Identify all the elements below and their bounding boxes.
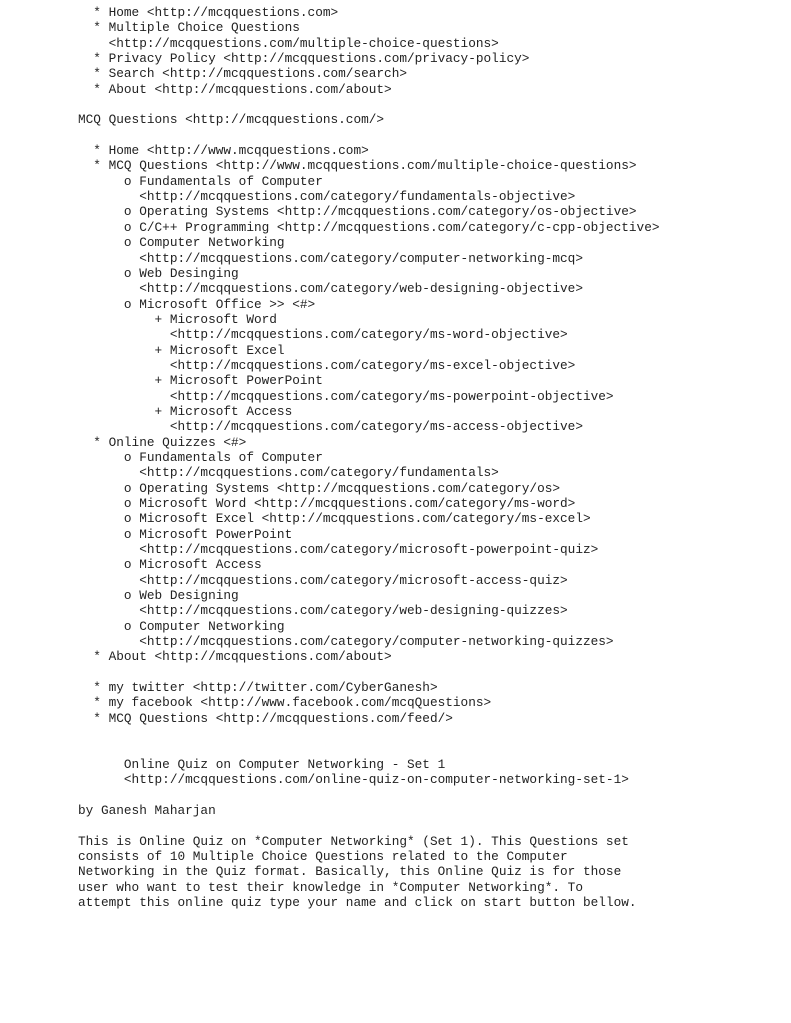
document-page	[0, 5, 791, 910]
spacer	[78, 128, 791, 143]
office-item-powerpoint-url[interactable]: <http://mcqquestions.com/category/ms-powerpoint-objective>	[78, 388, 614, 404]
quiz-item-ms-powerpoint[interactable]: o Microsoft PowerPoint	[78, 526, 293, 542]
quiz-item-fundamentals[interactable]: o Fundamentals of Computer	[78, 449, 323, 465]
submenu-item-web-desinging[interactable]: o Web Desinging	[78, 265, 239, 281]
submenu-item-microsoft-office[interactable]: o Microsoft Office >> <#>	[78, 296, 316, 312]
submenu-item-fundamentals-url[interactable]: <http://mcqquestions.com/category/fundamentals-objective>	[78, 189, 576, 205]
submenu-item-fundamentals[interactable]: o Fundamentals of Computer	[78, 173, 323, 189]
site-title-link[interactable]: MCQ Questions <http://mcqquestions.com/>	[78, 112, 385, 128]
feed-link[interactable]: * MCQ Questions <http://mcqquestions.com/feed/>	[78, 710, 453, 726]
intro-line: user who want to test their knowledge in *Computer Networking*. To	[78, 879, 583, 895]
submenu-item-computer-networking[interactable]: o Computer Networking	[78, 235, 285, 251]
quiz-item-ms-powerpoint-url[interactable]: <http://mcqquestions.com/category/microsoft-powerpoint-quiz>	[78, 542, 599, 558]
nav-link-multiple-choice-questions-url[interactable]: <http://mcqquestions.com/multiple-choice-questions>	[78, 35, 499, 51]
office-item-access[interactable]: + Microsoft Access	[78, 403, 293, 419]
quiz-item-ms-excel[interactable]: o Microsoft Excel <http://mcqquestions.com/category/ms-excel>	[78, 511, 591, 527]
submenu-item-c-cpp[interactable]: o C/C++ Programming <http://mcqquestions.com/category/c-cpp-objective>	[78, 219, 660, 235]
quiz-item-fundamentals-url[interactable]: <http://mcqquestions.com/category/fundamentals>	[78, 465, 499, 481]
office-item-word[interactable]: + Microsoft Word	[78, 311, 277, 327]
nav-link-home[interactable]: * Home <http://mcqquestions.com>	[78, 5, 339, 20]
quiz-item-ms-access-url[interactable]: <http://mcqquestions.com/category/microsoft-access-quiz>	[78, 572, 568, 588]
nav-link-privacy-policy[interactable]: * Privacy Policy <http://mcqquestions.com/privacy-policy>	[78, 51, 530, 67]
nav-link-about[interactable]: * About <http://mcqquestions.com/about>	[78, 81, 392, 97]
quiz-item-operating-systems[interactable]: o Operating Systems <http://mcqquestions.com/category/os>	[78, 480, 561, 496]
quiz-item-ms-access[interactable]: o Microsoft Access	[78, 557, 262, 573]
spacer	[78, 97, 791, 112]
social-links	[78, 680, 791, 726]
nav-link-multiple-choice-questions[interactable]: * Multiple Choice Questions	[78, 20, 300, 36]
quiz-item-computer-networking-url[interactable]: <http://mcqquestions.com/category/computer-networking-quizzes>	[78, 634, 614, 650]
spacer	[78, 788, 791, 803]
spacer	[78, 665, 791, 680]
intro-line: Networking in the Quiz format. Basically, this Online Quiz is for those	[78, 864, 622, 880]
twitter-link[interactable]: * my twitter <http://twitter.com/CyberGanesh>	[78, 680, 438, 696]
quiz-item-web-designing-url[interactable]: <http://mcqquestions.com/category/web-designing-quizzes>	[78, 603, 568, 619]
intro-line: consists of 10 Multiple Choice Questions related to the Computer	[78, 848, 568, 864]
submenu-item-web-desinging-url[interactable]: <http://mcqquestions.com/category/web-designing-objective>	[78, 281, 583, 297]
main-nav-online-quizzes[interactable]: * Online Quizzes <#>	[78, 434, 247, 450]
submenu-item-computer-networking-url[interactable]: <http://mcqquestions.com/category/computer-networking-mcq>	[78, 250, 583, 266]
article-title[interactable]: Online Quiz on Computer Networking - Set 1	[78, 756, 446, 772]
article-byline: by Ganesh Maharjan	[78, 802, 216, 818]
nav-link-search[interactable]: * Search <http://mcqquestions.com/search>	[78, 66, 408, 82]
main-nav-about[interactable]: * About <http://mcqquestions.com/about>	[78, 649, 392, 665]
quiz-item-computer-networking[interactable]: o Computer Networking	[78, 618, 285, 634]
office-item-powerpoint[interactable]: + Microsoft PowerPoint	[78, 373, 323, 389]
main-nav-home[interactable]: * Home <http://www.mcqquestions.com>	[78, 143, 369, 159]
main-nav	[78, 143, 791, 665]
spacer	[78, 742, 791, 757]
spacer	[78, 726, 791, 741]
office-item-access-url[interactable]: <http://mcqquestions.com/category/ms-access-objective>	[78, 419, 583, 435]
article-intro	[78, 834, 791, 911]
submenu-item-operating-systems[interactable]: o Operating Systems <http://mcqquestions.com/category/os-objective>	[78, 204, 637, 220]
spacer	[78, 818, 791, 833]
quiz-item-ms-word[interactable]: o Microsoft Word <http://mcqquestions.com/category/ms-word>	[78, 496, 576, 511]
office-item-word-url[interactable]: <http://mcqquestions.com/category/ms-word-objective>	[78, 327, 568, 343]
facebook-link[interactable]: * my facebook <http://www.facebook.com/mcqQuestions>	[78, 695, 492, 711]
article	[78, 757, 791, 910]
office-item-excel-url[interactable]: <http://mcqquestions.com/category/ms-excel-objective>	[78, 357, 576, 373]
top-nav	[78, 5, 791, 97]
quiz-item-web-designing[interactable]: o Web Designing	[78, 588, 239, 604]
main-nav-mcq-questions[interactable]: * MCQ Questions <http://www.mcqquestions.com/multiple-choice-questions>	[78, 158, 637, 174]
article-title-link[interactable]: <http://mcqquestions.com/online-quiz-on-computer-networking-set-1>	[78, 772, 629, 788]
intro-line: attempt this online quiz type your name and click on start button bellow.	[78, 894, 637, 910]
office-item-excel[interactable]: + Microsoft Excel	[78, 342, 285, 358]
intro-line: This is Online Quiz on *Computer Networking* (Set 1). This Questions set	[78, 833, 629, 849]
